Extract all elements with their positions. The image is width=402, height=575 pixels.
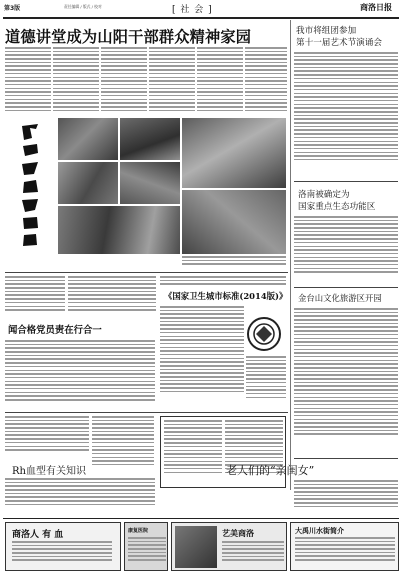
main-article-body-col6 — [245, 47, 287, 115]
ad-strip-rule — [3, 518, 399, 519]
ad-mid-left-body — [128, 537, 166, 567]
feature-box-body — [164, 420, 222, 484]
main-article-body-col4 — [149, 47, 195, 115]
duty-intro — [5, 276, 65, 316]
health-std-body-col3 — [246, 356, 286, 408]
blood-body-col2 — [92, 416, 154, 474]
art-festival-body — [294, 52, 398, 178]
right-rule-2 — [294, 287, 398, 288]
blood-headline: Rh血型有关知识 — [12, 466, 86, 477]
photo-audience — [120, 118, 180, 160]
tourism-body — [294, 308, 398, 456]
vertical-headline-art — [18, 120, 42, 250]
eco-body — [294, 216, 398, 284]
page-number: 第3版 — [4, 5, 21, 12]
duty-body — [5, 340, 155, 410]
ad-mid — [171, 522, 287, 571]
section-label: [ 社 会 ] — [172, 5, 213, 15]
photo-students — [58, 206, 180, 254]
spring-headline: 老人们的“亲闺女” — [226, 464, 315, 477]
main-article-body-col3 — [101, 47, 147, 115]
vertical-headline — [18, 120, 42, 250]
column-divider-right — [290, 20, 291, 490]
photo-caption — [182, 256, 286, 270]
paper-name: 商洛日报 — [360, 2, 392, 12]
ad-mid-body — [222, 541, 284, 567]
ad-mid-image — [175, 526, 217, 568]
main-article-body-col1 — [5, 47, 51, 115]
tourism-headline: 金台山文化旅游区开园 — [298, 293, 382, 303]
photo-children — [58, 162, 118, 204]
blood-intro — [5, 416, 89, 458]
right-rule-1 — [294, 181, 398, 182]
spring-body — [294, 480, 398, 516]
ad-left-body — [12, 541, 112, 567]
health-std-body-col2 — [160, 276, 286, 288]
ad-mid-slogan: 艺美商洛 — [222, 528, 254, 538]
photo-speech — [182, 190, 286, 254]
photo-classroom — [58, 118, 118, 160]
ad-mid-left — [124, 522, 168, 571]
art-festival-headline-line1: 我市将组团参加 — [296, 26, 357, 36]
health-std-body — [160, 306, 244, 406]
section-rule-2 — [5, 412, 288, 413]
art-festival-headline-line2: 第十一届艺术节演诵会 — [296, 38, 382, 48]
eco-headline-line1: 洛南被确定为 — [298, 190, 350, 200]
eco-headline-line2: 国家重点生态功能区 — [298, 202, 376, 212]
masthead-rule — [3, 17, 399, 19]
ad-mid-logo: 康复医院 — [128, 528, 149, 534]
ad-left — [5, 522, 121, 571]
blood-body — [5, 478, 155, 512]
ad-left-slogan: 商洛人 有 血 — [12, 530, 64, 540]
main-article-body-col5 — [197, 47, 243, 115]
emblem-icon — [246, 316, 282, 352]
right-rule-3 — [294, 458, 398, 459]
section-rule-1 — [5, 272, 288, 273]
photo-meeting — [120, 162, 180, 204]
duty-body-col2 — [68, 276, 156, 316]
photo-reading — [182, 118, 286, 188]
header-info: 责任编辑 / 版式 / 校对 — [64, 4, 102, 9]
main-headline: 道德讲堂成为山阳干部群众精神家园 — [5, 28, 252, 46]
ad-right-title: 大禹川水街简介 — [295, 526, 344, 535]
health-std-headline: 《国家卫生城市标准(2014版)》 — [164, 291, 288, 301]
logo-emblem — [246, 316, 282, 352]
ad-right-body — [295, 537, 395, 569]
main-article-body-col2 — [53, 47, 99, 115]
duty-headline: 闻合格党员责在行合一 — [8, 325, 102, 336]
ad-right — [290, 522, 399, 571]
